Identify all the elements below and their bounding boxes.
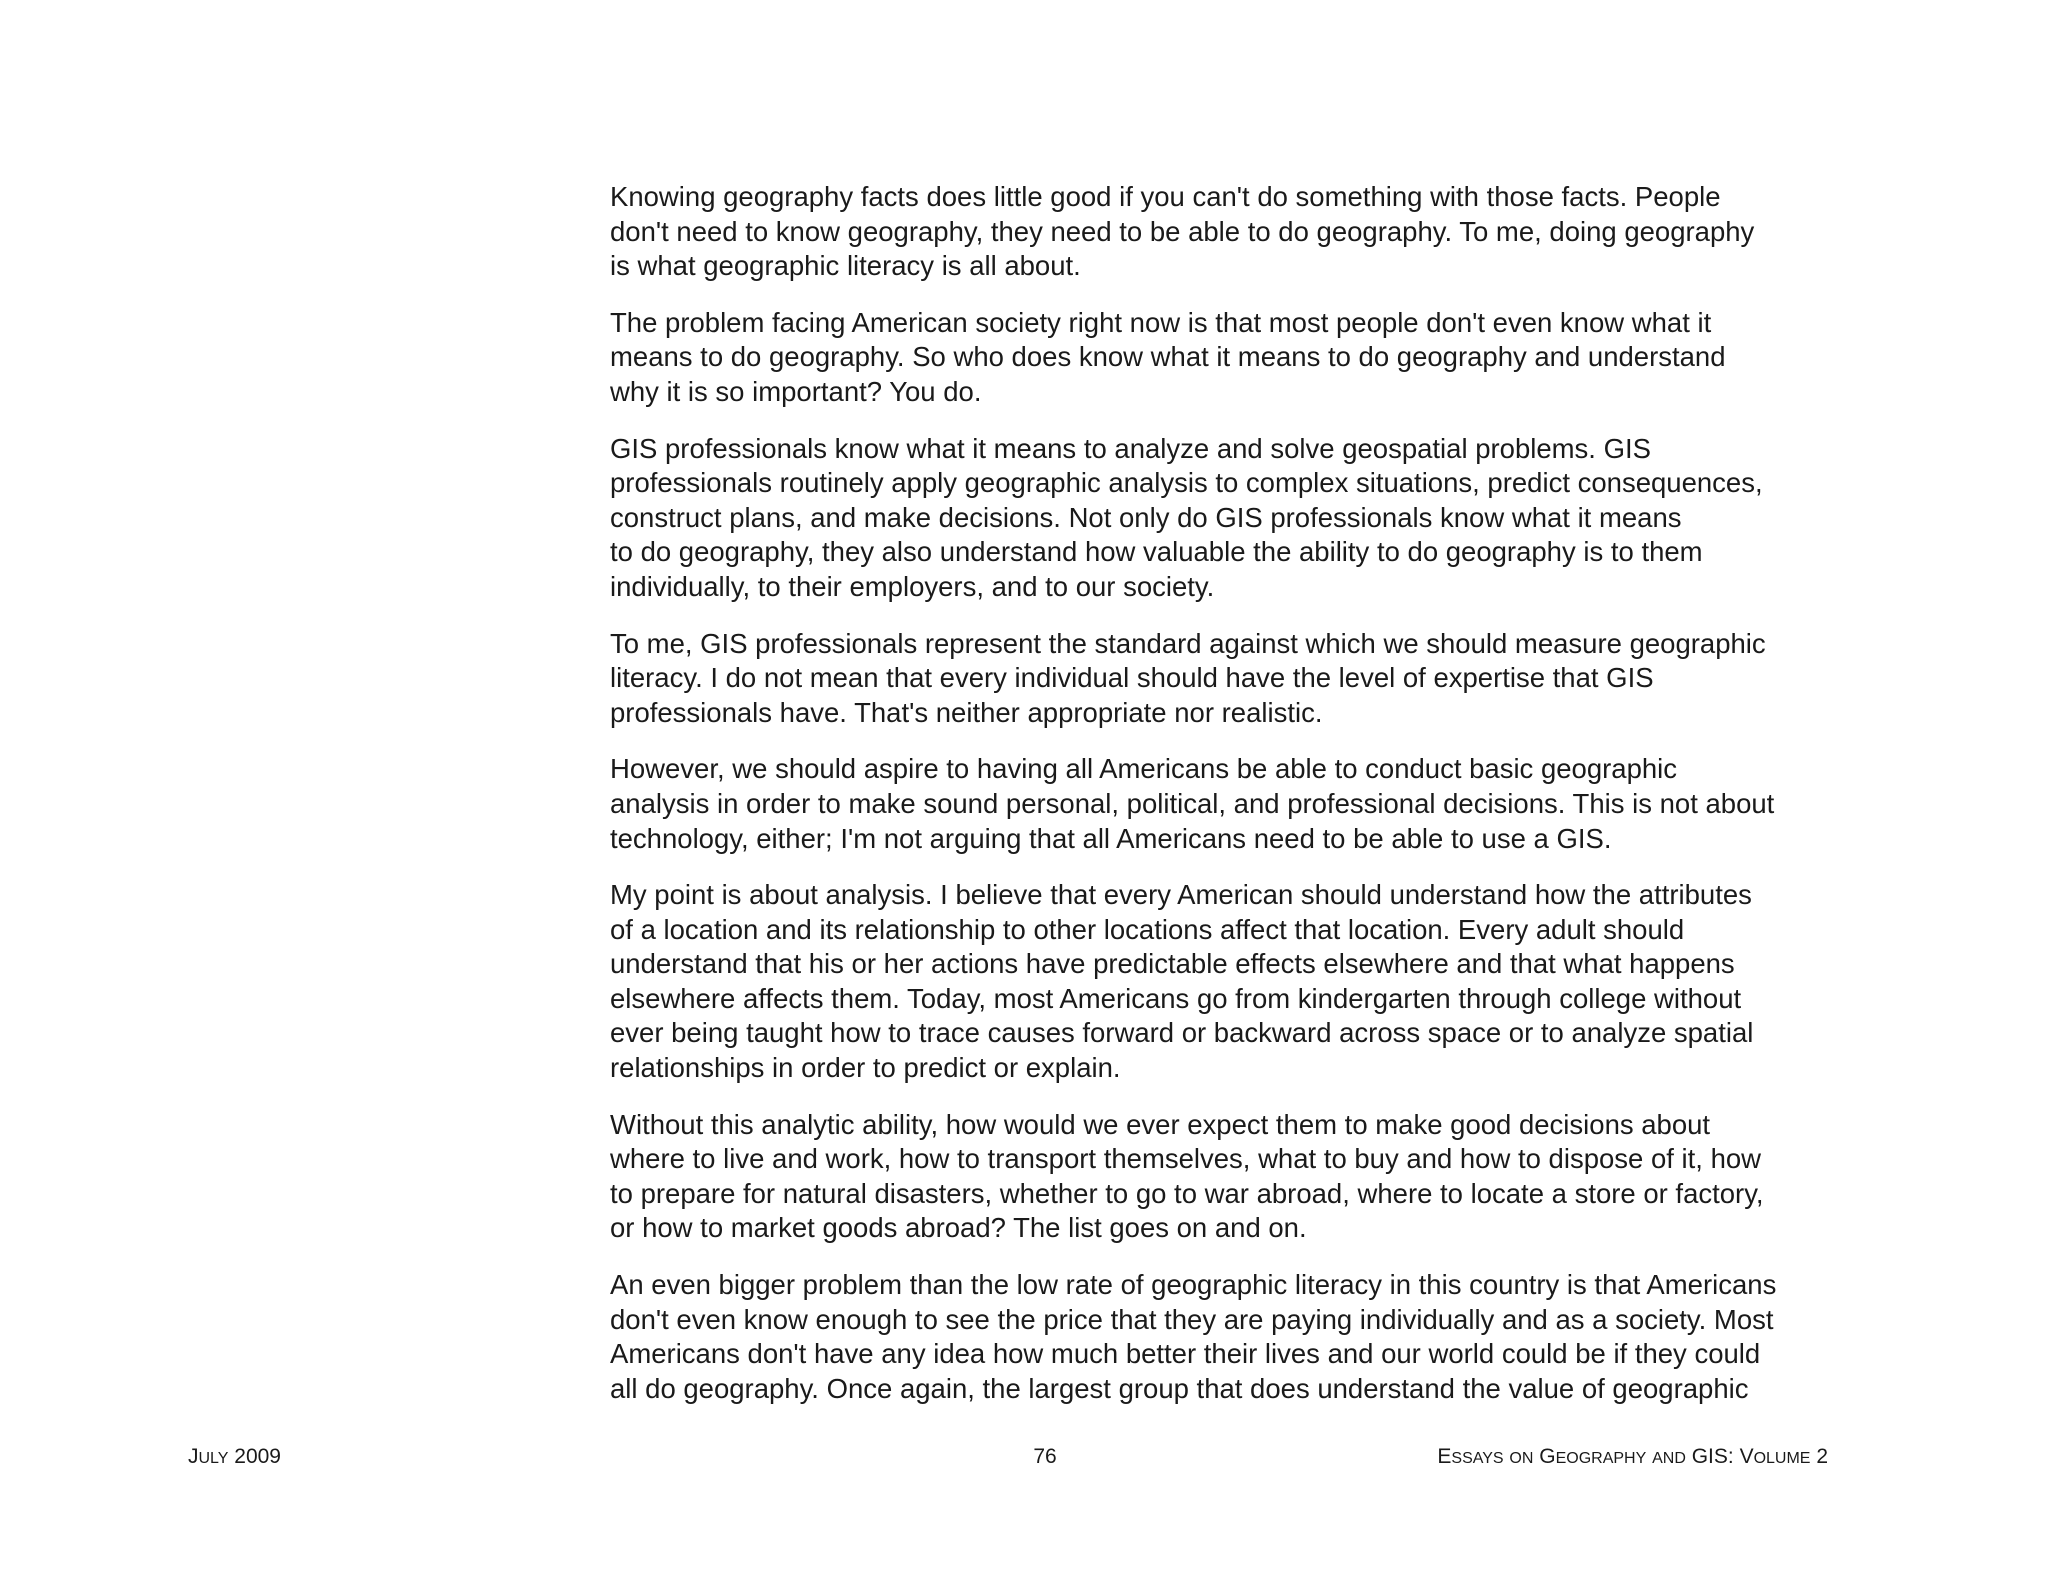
footer-text-run: GIS: V	[1685, 1445, 1754, 1468]
footer-text-run: EOGRAPHY	[1555, 1450, 1647, 1467]
footer-text-run: ON	[1509, 1450, 1534, 1467]
footer-text-run: 2009	[228, 1445, 281, 1468]
footer-text-run: SSAYS	[1451, 1450, 1504, 1467]
paragraph: An even bigger problem than the low rate of geographic literacy in this country is that Americans don't even know enough to see the price that they are paying individually and as a society. Most Americans don't have any idea how much better their lives and our world could be if they could all do geography. Once again, the largest group that does understand the value of geographic	[610, 1269, 1777, 1404]
paragraph: Without this analytic ability, how would we ever expect them to make good decisions about where to live and work, how to transport themselves, what to buy and how to dispose of it, how to prepare for natural disasters, whether to go to war abroad, where to locate a store or factory, or how to market goods abroad? The list goes on and on.	[610, 1108, 1764, 1244]
footer-text-run: OLUME	[1753, 1450, 1811, 1467]
paragraph: The problem facing American society right now is that most people don't even know what it means to do geography. So who does know what it means to do geography and understand why it is so important? You do.	[610, 306, 1726, 407]
footer-text-run: 2	[1810, 1445, 1828, 1468]
footer-text-run: ULY	[198, 1450, 229, 1467]
footer-text-run: E	[1437, 1445, 1452, 1468]
paragraph: However, we should aspire to having all Americans be able to conduct basic geographic analysis in order to make sound personal, political, and professional decisions. This is not about technology, either; I'm not arguing that all Americans need to be able to use a GIS.	[610, 753, 1775, 854]
paragraph: To me, GIS professionals represent the standard against which we should measure geographic literacy. I do not mean that every individual should have the level of expertise that GIS professionals have. That's neither appropriate nor realistic.	[610, 627, 1766, 728]
article-body	[610, 180, 1832, 1428]
paragraph: Knowing geography facts does little good if you can't do something with those facts. People don't need to know geography, they need to be able to do geography. To me, doing geography is what geographic literacy is all about.	[610, 181, 1755, 282]
footer-text-run: G	[1533, 1445, 1556, 1468]
footer-date	[188, 1444, 281, 1472]
footer-text-run: AND	[1652, 1450, 1686, 1467]
footer-text-run: J	[188, 1445, 199, 1468]
paragraph: GIS professionals know what it means to analyze and solve geospatial problems. GIS professionals routinely apply geographic analysis to complex situations, predict consequences, construct plans, and make decisions. Not only do GIS professionals know what it means to do geography, they also understand how valuable the ability to do geography is to them individually, to their employers, and to our society.	[610, 432, 1763, 602]
footer-publication-title	[1437, 1444, 1828, 1472]
paragraph: My point is about analysis. I believe that every American should understand how the attributes of a location and its relationship to other locations affect that location. Every adult should understand that his or her actions have predictable effects elsewhere and that what happens elsewhere affects them. Today, most Americans go from kindergarten through college without ever being taught how to trace causes forward or backward across space or to analyze spatial relationships in order to predict or explain.	[610, 879, 1754, 1084]
page-number: 76	[1033, 1445, 1057, 1468]
